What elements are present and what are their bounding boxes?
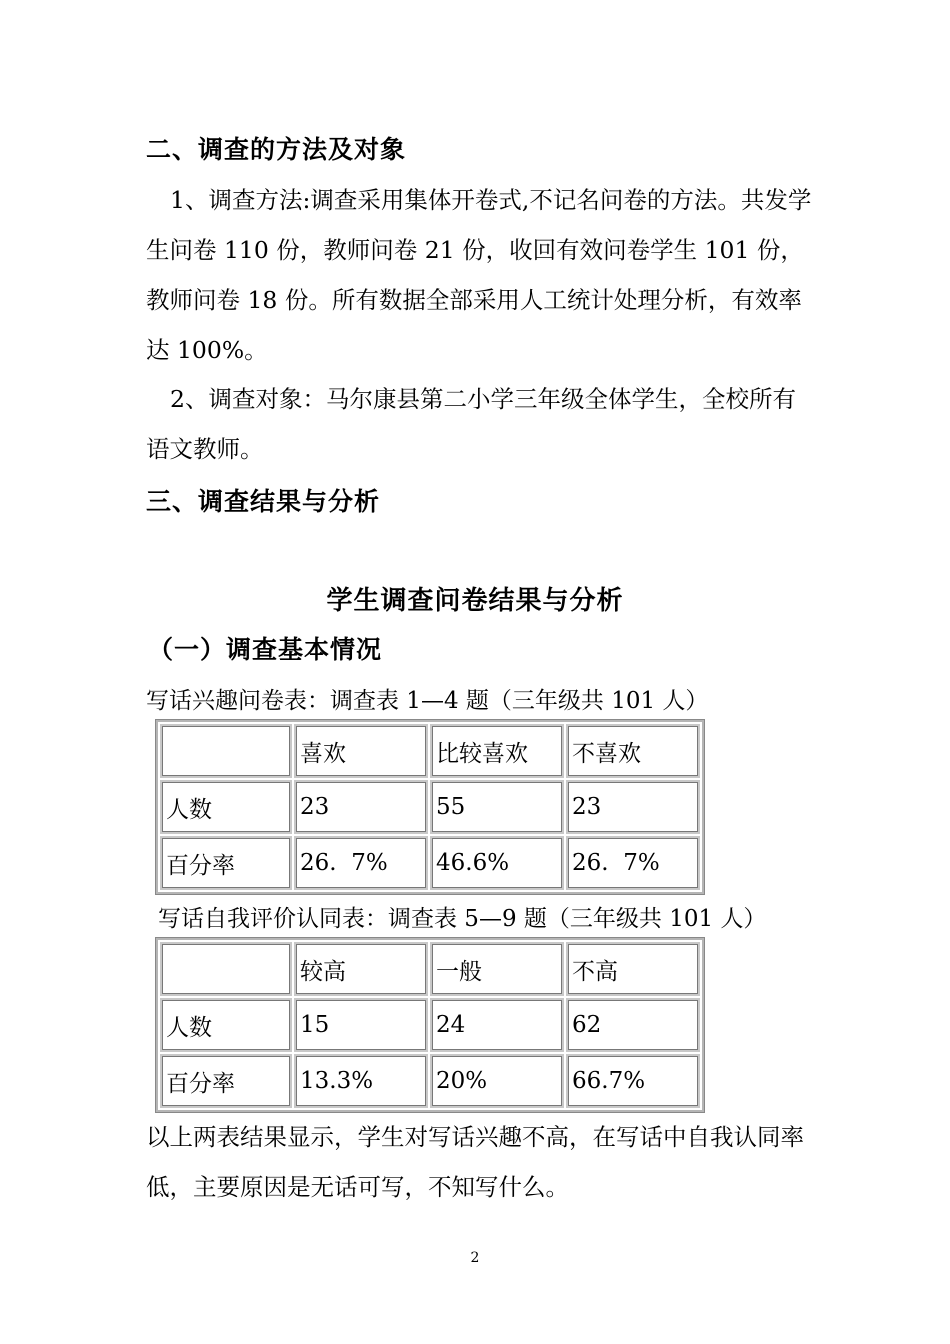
conclusion-paragraph: 以上两表结果显示，学生对写话兴趣不高，在写话中自我认同率低，主要原因是无话可写，不知写什么。 <box>146 1123 804 1201</box>
basic-situation-heading: （一）调查基本情况 <box>148 635 383 664</box>
self-evaluation-table <box>156 938 704 1112</box>
table-cell <box>160 724 292 778</box>
table-cell: 26. 7% <box>294 836 428 890</box>
table-cell: 不高 <box>566 942 700 996</box>
table-cell: 15 <box>294 998 428 1052</box>
section-3-heading: 三、调查结果与分析 <box>146 487 381 516</box>
table-cell: 13.3% <box>294 1054 428 1108</box>
table-row <box>160 780 700 834</box>
table-cell: 百分率 <box>160 1054 292 1108</box>
table-cell: 26. 7% <box>566 836 700 890</box>
table-cell: 66.7% <box>566 1054 700 1108</box>
table-header-row <box>160 724 700 778</box>
table-cell: 比较喜欢 <box>430 724 564 778</box>
section-2-heading: 二、调查的方法及对象 <box>146 135 407 164</box>
table-cell <box>160 942 292 996</box>
page-number: 2 <box>470 1250 480 1266</box>
table-cell: 一般 <box>430 942 564 996</box>
table-cell: 46.6% <box>430 836 564 890</box>
table-cell: 较高 <box>294 942 428 996</box>
table-row <box>160 1054 700 1108</box>
method-paragraph: 1、调查方法:调查采用集体开卷式,不记名问卷的方法。共发学生问卷 110 份，教师问卷 21 份，收回有效问卷学生 101 份，教师问卷 18 份。所有数据全部采用人工统计处理分析，有效率达 100%。 <box>146 186 812 364</box>
interest-table <box>156 720 704 894</box>
table-cell: 20% <box>430 1054 564 1108</box>
table-cell: 55 <box>430 780 564 834</box>
table2-caption: 写话自我评价认同表：调查表 5—9 题（三年级共 101 人） <box>158 906 767 932</box>
table-row <box>160 836 700 890</box>
student-survey-title: 学生调查问卷结果与分析 <box>326 586 624 616</box>
table-cell: 喜欢 <box>294 724 428 778</box>
table1-caption: 写话兴趣问卷表：调查表 1—4 题（三年级共 101 人） <box>146 688 709 714</box>
subject-paragraph: 2、调查对象：马尔康县第二小学三年级全体学生，全校所有语文教师。 <box>146 385 796 463</box>
table-cell: 24 <box>430 998 564 1052</box>
table-header-row <box>160 942 700 996</box>
table-cell: 人数 <box>160 780 292 834</box>
table-cell: 62 <box>566 998 700 1052</box>
table-cell: 23 <box>566 780 700 834</box>
table-cell: 不喜欢 <box>566 724 700 778</box>
table-cell: 人数 <box>160 998 292 1052</box>
table-cell: 23 <box>294 780 428 834</box>
table-cell: 百分率 <box>160 836 292 890</box>
table-row <box>160 998 700 1052</box>
